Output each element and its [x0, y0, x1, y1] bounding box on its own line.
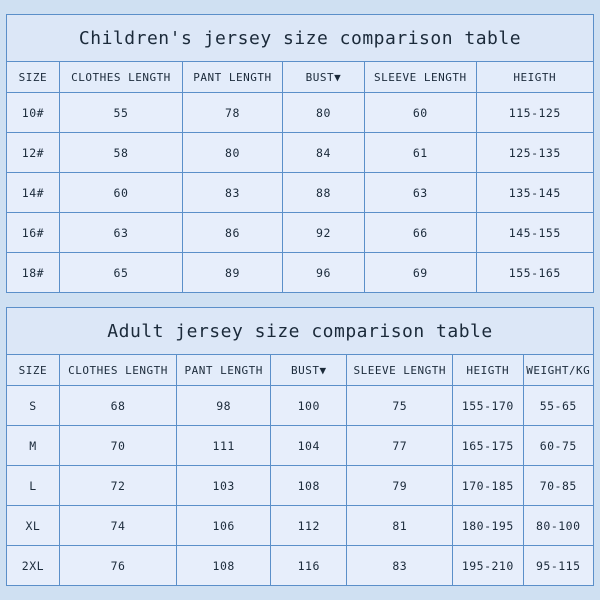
- adult-header-clothes-length: CLOTHES LENGTH: [59, 355, 176, 386]
- adult-cell-heigth: 195-210: [453, 546, 523, 586]
- adult-cell-heigth: 180-195: [453, 506, 523, 546]
- children-cell-pant-length: 83: [183, 173, 283, 213]
- table-row: [7, 466, 594, 506]
- table-spacer: [6, 293, 594, 307]
- adult-cell-bust: 116: [271, 546, 347, 586]
- table-row: [7, 506, 594, 546]
- adult-cell-weight: 60-75: [523, 426, 593, 466]
- adult-table-wrapper: [6, 307, 594, 586]
- adult-cell-size: L: [7, 466, 60, 506]
- children-cell-clothes-length: 65: [59, 253, 182, 293]
- adult-size-table: [6, 307, 594, 586]
- adult-cell-sleeve-length: 83: [347, 546, 453, 586]
- children-header-heigth: HEIGTH: [476, 62, 593, 93]
- children-cell-clothes-length: 55: [59, 93, 182, 133]
- children-cell-heigth: 115-125: [476, 93, 593, 133]
- adult-header-sleeve-length: SLEEVE LENGTH: [347, 355, 453, 386]
- adult-cell-weight: 95-115: [523, 546, 593, 586]
- adult-cell-size: S: [7, 386, 60, 426]
- table-row: [7, 173, 594, 213]
- children-table-header-row: [7, 62, 594, 93]
- adult-cell-sleeve-length: 79: [347, 466, 453, 506]
- adult-header-heigth: HEIGTH: [453, 355, 523, 386]
- adult-cell-weight: 80-100: [523, 506, 593, 546]
- adult-cell-weight: 55-65: [523, 386, 593, 426]
- adult-cell-size: M: [7, 426, 60, 466]
- table-row: [7, 426, 594, 466]
- children-cell-heigth: 145-155: [476, 213, 593, 253]
- adult-cell-pant-length: 98: [177, 386, 271, 426]
- table-row: [7, 93, 594, 133]
- adult-cell-weight: 70-85: [523, 466, 593, 506]
- children-cell-size: 10#: [7, 93, 60, 133]
- adult-cell-size: XL: [7, 506, 60, 546]
- children-cell-size: 14#: [7, 173, 60, 213]
- table-row: [7, 253, 594, 293]
- children-cell-bust: 92: [282, 213, 364, 253]
- children-table-title: Children's jersey size comparison table: [7, 15, 594, 62]
- children-cell-heigth: 135-145: [476, 173, 593, 213]
- adult-table-header-row: [7, 355, 594, 386]
- children-cell-sleeve-length: 69: [365, 253, 477, 293]
- children-cell-pant-length: 80: [183, 133, 283, 173]
- children-header-bust: BUST▼: [282, 62, 364, 93]
- children-cell-pant-length: 89: [183, 253, 283, 293]
- children-table-wrapper: [6, 14, 594, 293]
- children-cell-heigth: 155-165: [476, 253, 593, 293]
- adult-cell-pant-length: 106: [177, 506, 271, 546]
- adult-cell-clothes-length: 70: [59, 426, 176, 466]
- adult-cell-heigth: 170-185: [453, 466, 523, 506]
- children-cell-sleeve-length: 60: [365, 93, 477, 133]
- adult-header-pant-length: PANT LENGTH: [177, 355, 271, 386]
- adult-cell-bust: 108: [271, 466, 347, 506]
- adult-cell-pant-length: 111: [177, 426, 271, 466]
- adult-cell-clothes-length: 74: [59, 506, 176, 546]
- children-cell-bust: 80: [282, 93, 364, 133]
- adult-table-title-row: [7, 308, 594, 355]
- adult-cell-bust: 100: [271, 386, 347, 426]
- adult-cell-clothes-length: 76: [59, 546, 176, 586]
- children-header-size: SIZE: [7, 62, 60, 93]
- adult-cell-size: 2XL: [7, 546, 60, 586]
- adult-cell-bust: 104: [271, 426, 347, 466]
- children-cell-size: 18#: [7, 253, 60, 293]
- children-cell-bust: 84: [282, 133, 364, 173]
- adult-cell-sleeve-length: 81: [347, 506, 453, 546]
- children-cell-sleeve-length: 63: [365, 173, 477, 213]
- children-header-clothes-length: CLOTHES LENGTH: [59, 62, 182, 93]
- adult-cell-bust: 112: [271, 506, 347, 546]
- children-cell-pant-length: 86: [183, 213, 283, 253]
- children-header-sleeve-length: SLEEVE LENGTH: [365, 62, 477, 93]
- adult-header-weight: WEIGHT/KG: [523, 355, 593, 386]
- children-cell-size: 12#: [7, 133, 60, 173]
- children-cell-size: 16#: [7, 213, 60, 253]
- adult-cell-clothes-length: 72: [59, 466, 176, 506]
- table-row: [7, 546, 594, 586]
- children-header-pant-length: PANT LENGTH: [183, 62, 283, 93]
- table-row: [7, 213, 594, 253]
- adult-cell-heigth: 165-175: [453, 426, 523, 466]
- adult-cell-pant-length: 103: [177, 466, 271, 506]
- children-cell-pant-length: 78: [183, 93, 283, 133]
- adult-header-size: SIZE: [7, 355, 60, 386]
- children-cell-heigth: 125-135: [476, 133, 593, 173]
- adult-cell-pant-length: 108: [177, 546, 271, 586]
- children-size-table: [6, 14, 594, 293]
- table-row: [7, 386, 594, 426]
- children-cell-clothes-length: 63: [59, 213, 182, 253]
- children-cell-bust: 88: [282, 173, 364, 213]
- children-cell-sleeve-length: 61: [365, 133, 477, 173]
- table-row: [7, 133, 594, 173]
- adult-cell-sleeve-length: 77: [347, 426, 453, 466]
- adult-cell-heigth: 155-170: [453, 386, 523, 426]
- children-cell-clothes-length: 58: [59, 133, 182, 173]
- adult-table-title: Adult jersey size comparison table: [7, 308, 594, 355]
- children-cell-sleeve-length: 66: [365, 213, 477, 253]
- adult-header-bust: BUST▼: [271, 355, 347, 386]
- adult-cell-sleeve-length: 75: [347, 386, 453, 426]
- children-table-title-row: [7, 15, 594, 62]
- adult-cell-clothes-length: 68: [59, 386, 176, 426]
- children-cell-bust: 96: [282, 253, 364, 293]
- children-cell-clothes-length: 60: [59, 173, 182, 213]
